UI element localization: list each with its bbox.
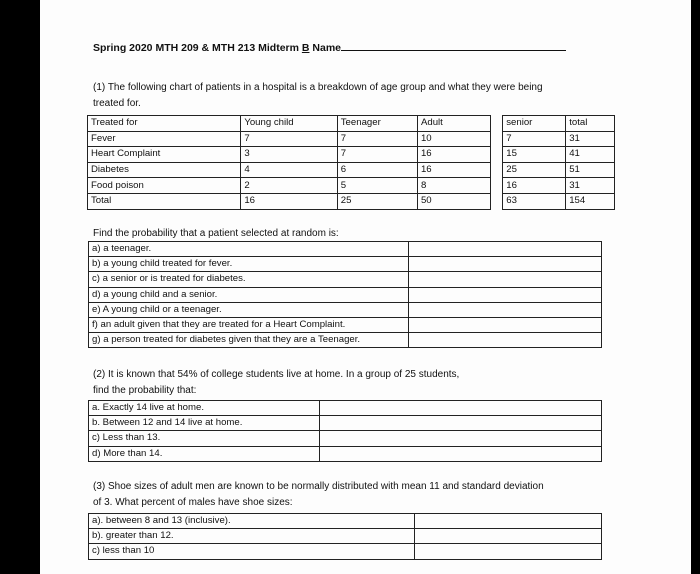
q1-intro-line1: (1) The following chart of patients in a hospital is a breakdown of age group and what they were being — [93, 82, 543, 93]
answer-cell[interactable] — [319, 416, 601, 431]
title-b: B — [301, 42, 310, 54]
table-cell: Food poison — [88, 178, 241, 194]
table-cell: 15 — [503, 147, 566, 163]
question-cell: a) a teenager. — [89, 242, 409, 257]
answer-row — [89, 431, 602, 446]
answer-cell[interactable] — [408, 257, 601, 272]
answer-cell[interactable] — [415, 544, 602, 559]
q3-intro-line1: (3) Shoe sizes of adult men are known to be normally distributed with mean 11 and standard deviation — [93, 481, 544, 492]
document-page — [40, 0, 691, 574]
header-cell: Adult — [417, 116, 490, 132]
table-cell: 31 — [566, 131, 615, 147]
answer-row — [89, 446, 602, 461]
header-cell: total — [566, 116, 615, 132]
answer-cell[interactable] — [408, 317, 601, 332]
question-cell: g) a person treated for diabetes given that they are a Teenager. — [89, 333, 409, 348]
answer-row — [89, 302, 602, 317]
question-cell: b. Between 12 and 14 live at home. — [89, 416, 320, 431]
answer-row — [89, 272, 602, 287]
table-row — [88, 147, 615, 163]
q3-answer-table — [88, 513, 602, 560]
q1-answer-table — [88, 241, 602, 348]
table-cell: 7 — [337, 147, 417, 163]
table-cell: 2 — [241, 178, 337, 194]
name-blank-line — [341, 41, 566, 51]
title-name: Name — [309, 42, 341, 54]
table-cell: 25 — [337, 193, 417, 209]
answer-cell[interactable] — [319, 431, 601, 446]
header-cell: senior — [503, 116, 566, 132]
answer-cell[interactable] — [408, 287, 601, 302]
table-cell: 16 — [417, 147, 490, 163]
answer-row — [89, 257, 602, 272]
q2-intro-line2: find the probability that: — [93, 385, 197, 396]
table-cell: 31 — [566, 178, 615, 194]
q1-intro-line2: treated for. — [93, 98, 141, 109]
answer-row — [89, 287, 602, 302]
q1-intro — [93, 80, 543, 112]
table-cell: Heart Complaint — [88, 147, 241, 163]
gap-cell — [491, 193, 503, 209]
table-row — [88, 193, 615, 209]
table-row — [88, 178, 615, 194]
table-cell: 16 — [503, 178, 566, 194]
question-cell: d) a young child and a senior. — [89, 287, 409, 302]
answer-row — [89, 317, 602, 332]
patients-table — [87, 115, 615, 210]
table-cell: 50 — [417, 193, 490, 209]
answer-row — [89, 544, 602, 559]
table-cell: 10 — [417, 131, 490, 147]
q1-find-text: Find the probability that a patient selected at random is: — [93, 228, 339, 239]
gap-cell — [491, 147, 503, 163]
table-cell: 16 — [241, 193, 337, 209]
question-cell: a. Exactly 14 live at home. — [89, 401, 320, 416]
answer-cell[interactable] — [319, 401, 601, 416]
question-cell: f) an adult given that they are treated for a Heart Complaint. — [89, 317, 409, 332]
table-cell: Fever — [88, 131, 241, 147]
gap-cell — [491, 162, 503, 178]
table-cell: 63 — [503, 193, 566, 209]
table-row — [88, 131, 615, 147]
question-cell: c) less than 10 — [89, 544, 415, 559]
table-cell: 7 — [503, 131, 566, 147]
answer-row — [89, 514, 602, 529]
gap-cell — [491, 131, 503, 147]
patients-table-body — [88, 116, 615, 210]
answer-cell[interactable] — [408, 272, 601, 287]
header-cell: Young child — [241, 116, 337, 132]
table-cell: 41 — [566, 147, 615, 163]
table-cell: 3 — [241, 147, 337, 163]
table-header-row — [88, 116, 615, 132]
table-cell: 7 — [337, 131, 417, 147]
answer-cell[interactable] — [408, 333, 601, 348]
q2-answer-table — [88, 400, 602, 462]
table-row — [88, 162, 615, 178]
question-cell: a). between 8 and 13 (inclusive). — [89, 514, 415, 529]
answer-row — [89, 416, 602, 431]
question-cell: d) More than 14. — [89, 446, 320, 461]
header-cell: Treated for — [88, 116, 241, 132]
table-cell: 25 — [503, 162, 566, 178]
q2-intro — [93, 367, 459, 399]
table-cell: Total — [88, 193, 241, 209]
question-cell: c) Less than 13. — [89, 431, 320, 446]
table-cell: 51 — [566, 162, 615, 178]
question-cell: c) a senior or is treated for diabetes. — [89, 272, 409, 287]
table-cell: 16 — [417, 162, 490, 178]
answer-cell[interactable] — [415, 529, 602, 544]
answer-row — [89, 401, 602, 416]
title-prefix: Spring 2020 MTH 209 & MTH 213 Midterm — [93, 42, 302, 54]
header-cell: Teenager — [337, 116, 417, 132]
table-cell: 7 — [241, 131, 337, 147]
answer-row — [89, 333, 602, 348]
table-cell: 154 — [566, 193, 615, 209]
answer-cell[interactable] — [408, 302, 601, 317]
question-cell: b) a young child treated for fever. — [89, 257, 409, 272]
answer-row — [89, 529, 602, 544]
answer-cell[interactable] — [408, 242, 601, 257]
q3-intro-line2: of 3. What percent of males have shoe sizes: — [93, 497, 293, 508]
answer-cell[interactable] — [415, 514, 602, 529]
question-cell: e) A young child or a teenager. — [89, 302, 409, 317]
q2-intro-line1: (2) It is known that 54% of college students live at home. In a group of 25 students, — [93, 369, 460, 380]
table-cell: 5 — [337, 178, 417, 194]
gap-cell — [491, 116, 503, 132]
gap-cell — [491, 178, 503, 194]
table-cell: 6 — [337, 162, 417, 178]
answer-row — [89, 242, 602, 257]
q3-intro — [93, 479, 544, 511]
table-cell: 4 — [241, 162, 337, 178]
table-cell: 8 — [417, 178, 490, 194]
table-cell: Diabetes — [88, 162, 241, 178]
page-title — [93, 41, 566, 54]
answer-cell[interactable] — [319, 446, 601, 461]
question-cell: b). greater than 12. — [89, 529, 415, 544]
